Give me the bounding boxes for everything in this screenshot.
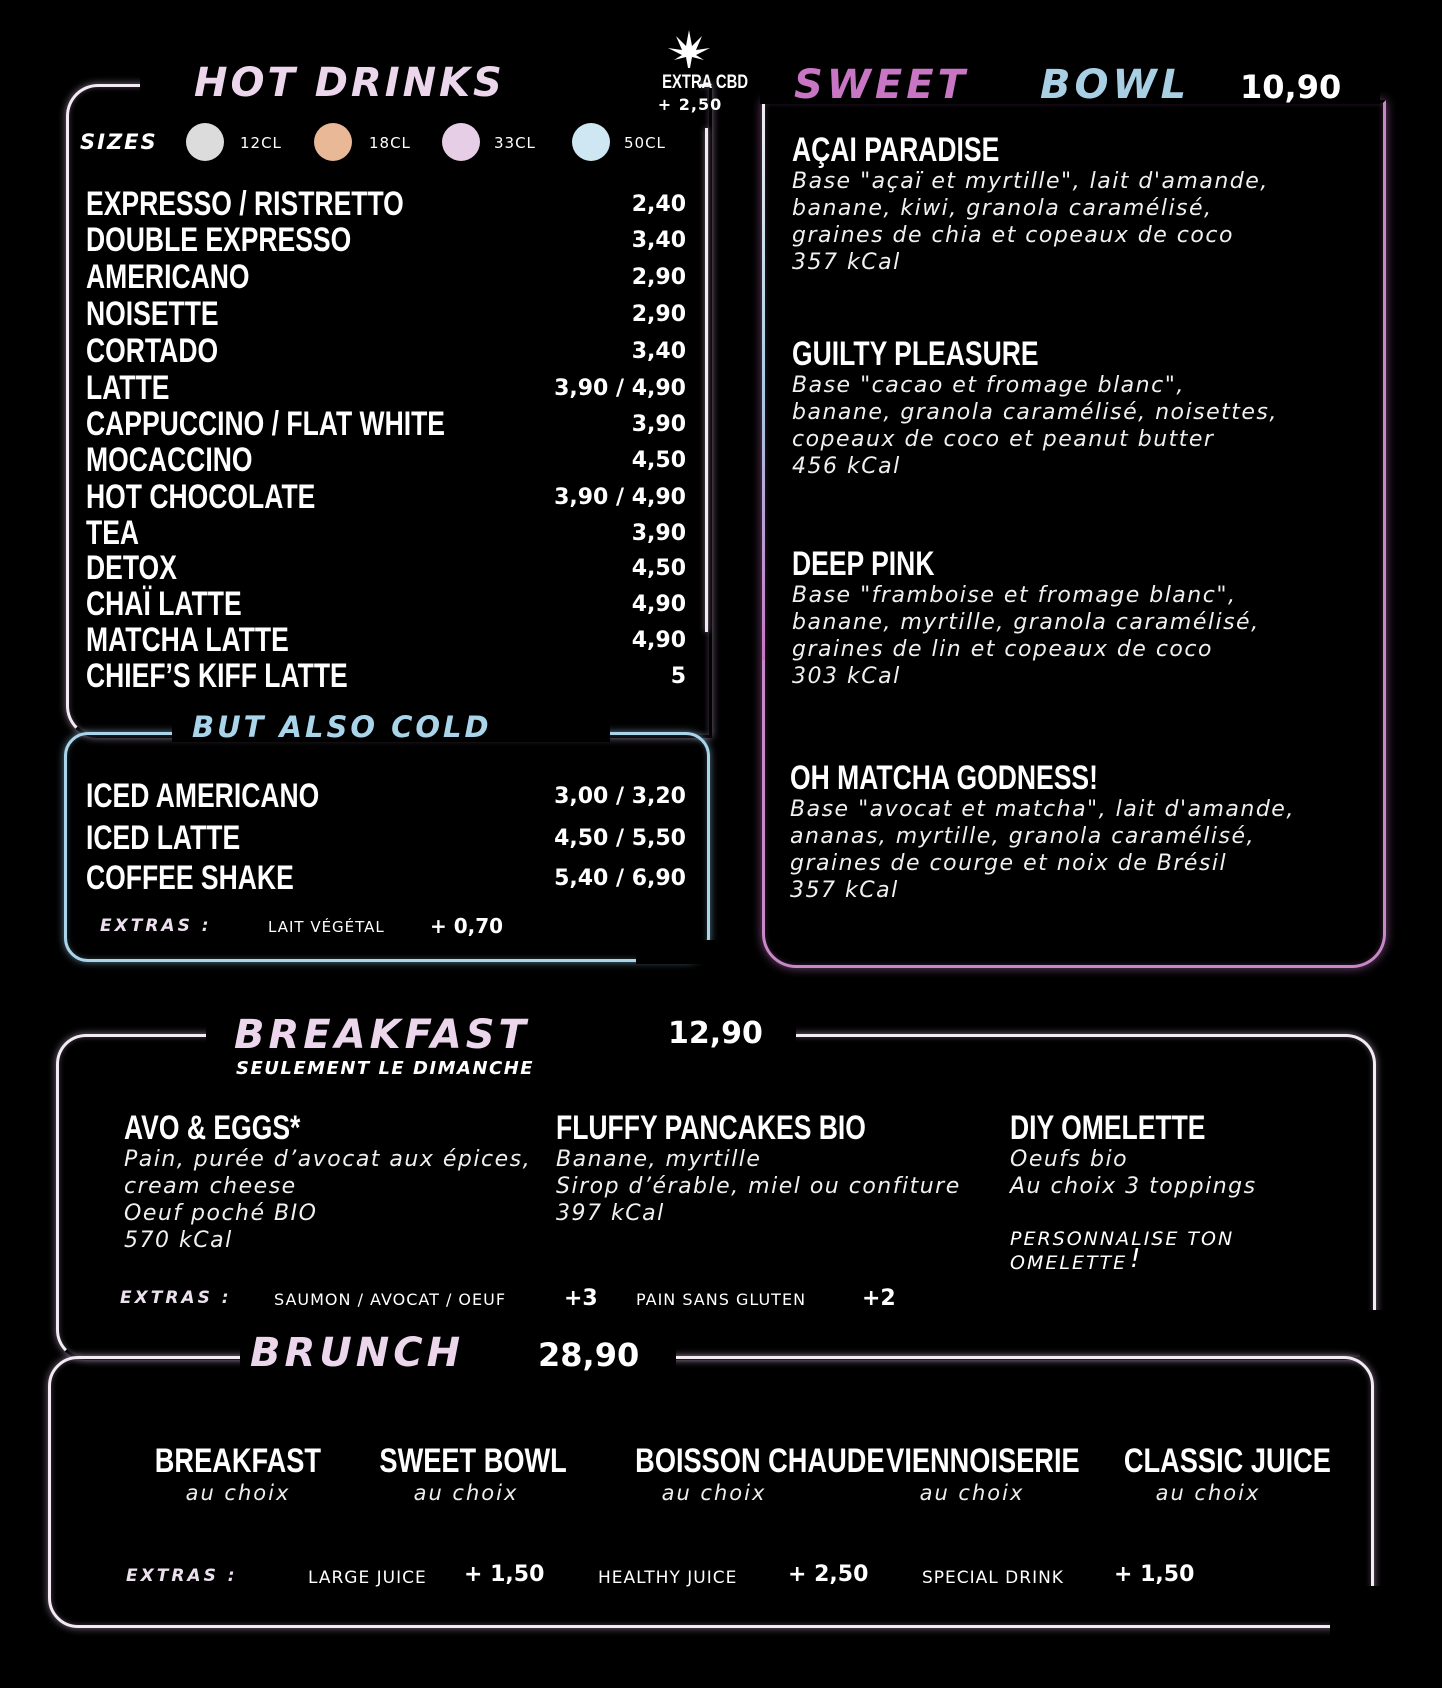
bowl-item: OH MATCHA GODNESS! Base "avocat et matcha", lait d'amande, ananas, myrtille, granola caramélisé, graines de courge et noix de Brésil 357 kCal: [790, 759, 1295, 903]
breakfast-price: 12,90: [668, 1016, 763, 1051]
breakfast-subtitle: SEULEMENT LE DIMANCHE: [236, 1058, 535, 1079]
menu-item: CORTADO 3,40: [86, 332, 686, 370]
hot-drinks-title: HOT DRINKS: [194, 60, 505, 106]
sizes-label: SIZES: [80, 130, 158, 154]
omelette-note-2: OMELETTE: [1010, 1252, 1128, 1274]
sweet-bowl-title-a: SWEET: [794, 62, 969, 108]
brunch-item: BREAKFAST au choix: [154, 1442, 322, 1505]
menu-item: CHIEF’S KIFF LATTE 5: [86, 657, 686, 695]
size-dot-18cl: [314, 123, 352, 161]
breakfast-extra-2-name: PAIN SANS GLUTEN: [636, 1290, 807, 1309]
menu-item: AMERICANO 2,90: [86, 258, 686, 296]
brunch-extra-price: + 1,50: [1114, 1562, 1195, 1587]
bowl-item: DEEP PINK Base "framboise et fromage blanc", banane, myrtille, granola caramélisé, graines de lin et copeaux de coco 303 kCal: [792, 545, 1260, 689]
menu-item: HOT CHOCOLATE 3,90 / 4,90: [86, 478, 686, 516]
brunch-title: BRUNCH: [250, 1330, 465, 1376]
menu-item: COFFEE SHAKE 5,40 / 6,90: [86, 859, 686, 897]
breakfast-right-gap: [1360, 1310, 1390, 1370]
cold-title: BUT ALSO COLD: [192, 710, 492, 744]
cold-extra-name: LAIT VÉGÉTAL: [268, 918, 385, 936]
breakfast-title: BREAKFAST: [234, 1012, 530, 1058]
breakfast-item: FLUFFY PANCAKES BIO Banane, myrtille Sirop d’érable, miel ou confiture 397 kCal: [556, 1109, 961, 1226]
breakfast-extras-label: EXTRAS :: [120, 1288, 232, 1308]
cold-extras-label: EXTRAS :: [100, 916, 212, 936]
menu-item: CAPPUCCINO / FLAT WHITE 3,90: [86, 405, 686, 443]
menu-item: ICED LATTE 4,50 / 5,50: [86, 819, 686, 857]
breakfast-extra-1-price: +3: [564, 1286, 598, 1311]
size-label-12cl: 12CL: [240, 134, 282, 152]
bowl-item: AÇAI PARADISE Base "açaï et myrtille", lait d'amande, banane, kiwi, granola caramélisé, graines de chia et copeaux de coco 357 kCal: [792, 131, 1269, 275]
menu-item: DOUBLE EXPRESSO 3,40: [86, 221, 686, 259]
brunch-item: CLASSIC JUICE au choix: [1123, 1442, 1331, 1505]
brunch-item: VIENNOISERIE au choix: [886, 1442, 1080, 1505]
menu-item: EXPRESSO / RISTRETTO 2,40: [86, 185, 686, 223]
cold-frame-gap-bottom: [636, 940, 716, 964]
menu-item: TEA 3,90: [86, 514, 686, 552]
brunch-extras-label: EXTRAS :: [126, 1566, 238, 1586]
breakfast-item: DIY OMELETTE Oeufs bio Au choix 3 toppings: [1010, 1109, 1257, 1199]
size-dot-33cl: [442, 123, 480, 161]
size-dot-12cl: [186, 123, 224, 161]
omelette-note-excl: !: [1130, 1244, 1142, 1274]
bowl-item: GUILTY PLEASURE Base "cacao et fromage blanc", banane, granola caramélisé, noisettes, copeaux de coco et peanut butter 456 kCal: [792, 335, 1278, 479]
breakfast-extra-1-name: SAUMON / AVOCAT / OEUF: [274, 1290, 507, 1309]
menu-item: LATTE 3,90 / 4,90: [86, 369, 686, 407]
brunch-price: 28,90: [538, 1336, 640, 1374]
size-label-18cl: 18CL: [369, 134, 411, 152]
sweet-bowl-price: 10,90: [1240, 68, 1342, 106]
breakfast-item: AVO & EGGS* Pain, purée d’avocat aux épices, cream cheese Oeuf poché BIO 570 kCal: [124, 1109, 532, 1253]
breakfast-extra-2-price: +2: [862, 1286, 896, 1311]
brunch-item: SWEET BOWL au choix: [379, 1442, 567, 1505]
cold-extra-price: + 0,70: [430, 914, 504, 938]
brunch-bottom-gap: [1330, 1610, 1390, 1640]
menu-item: DETOX 4,50: [86, 549, 686, 587]
brunch-item: BOISSON CHAUDE au choix: [635, 1442, 885, 1505]
brunch-extra-price: + 1,50: [464, 1562, 545, 1587]
menu-item: MOCACCINO 4,50: [86, 441, 686, 479]
extra-cbd-label: EXTRA CBD: [662, 72, 749, 93]
menu-item: ICED AMERICANO 3,00 / 3,20: [86, 777, 686, 815]
omelette-note-1: PERSONNALISE TON: [1010, 1228, 1235, 1250]
sweet-bowl-title-b: BOWL: [1040, 62, 1191, 108]
brunch-extra-price: + 2,50: [788, 1562, 869, 1587]
brunch-extra-name: LARGE JUICE: [308, 1568, 427, 1588]
size-label-50cl: 50CL: [624, 134, 666, 152]
extra-cbd-price: + 2,50: [657, 95, 723, 114]
menu-item: MATCHA LATTE 4,90: [86, 621, 686, 659]
sweet-bowl-left-glow: [762, 100, 765, 660]
brunch-extra-name: HEALTHY JUICE: [598, 1568, 738, 1588]
size-dot-50cl: [572, 123, 610, 161]
cannabis-leaf-icon: [666, 28, 712, 70]
menu-item: CHAÏ LATTE 4,90: [86, 585, 686, 623]
size-label-33cl: 33CL: [494, 134, 536, 152]
menu-item: NOISETTE 2,90: [86, 295, 686, 333]
hot-drinks-right-line: [705, 128, 708, 632]
brunch-extra-name: SPECIAL DRINK: [922, 1568, 1064, 1588]
